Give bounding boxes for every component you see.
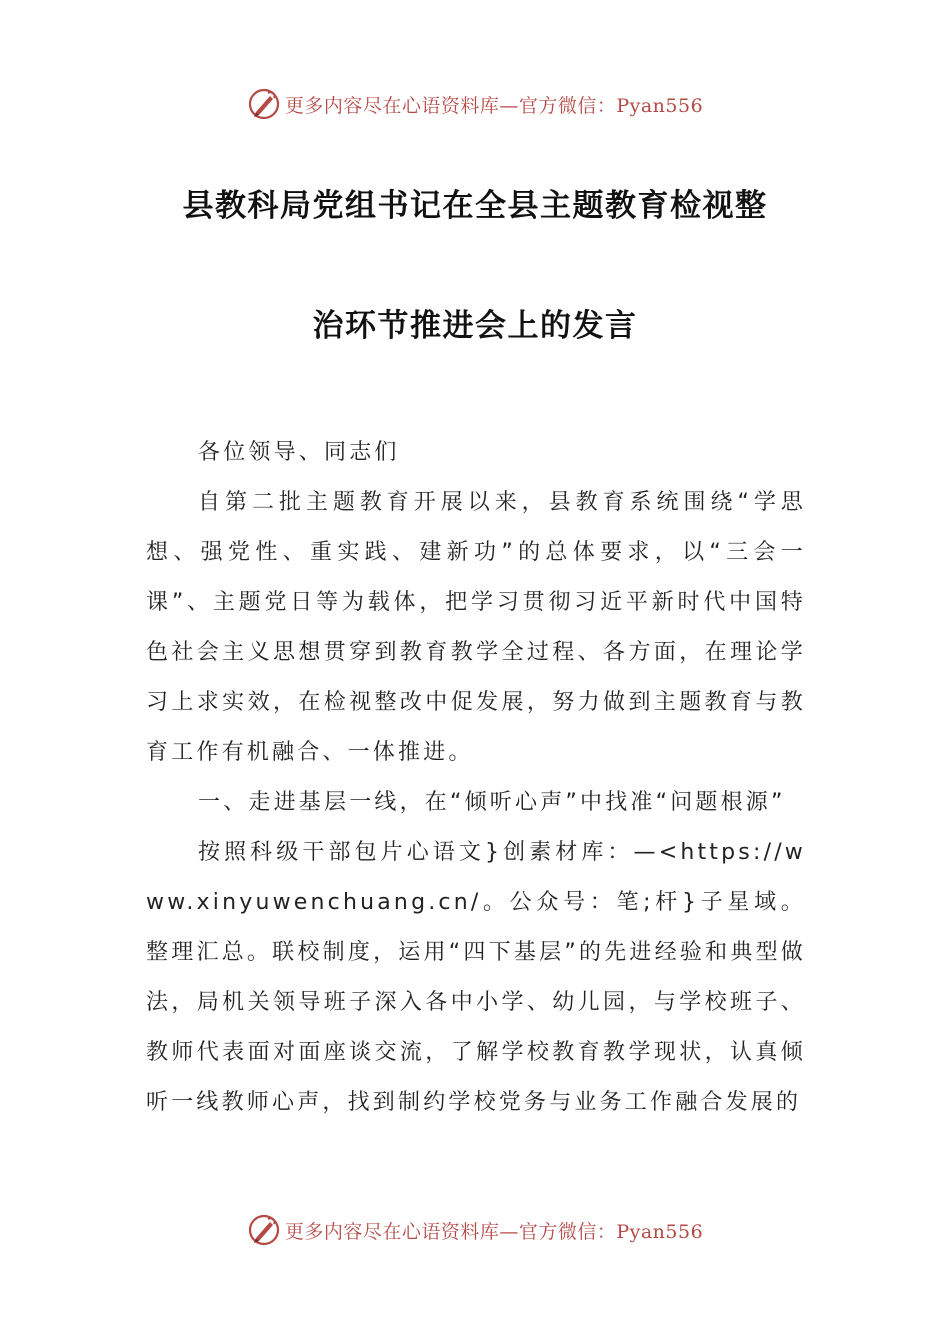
watermark-banner-bottom: [0, 1210, 950, 1250]
document-title-line-2: 治环节推进会上的发言: [312, 308, 638, 344]
watermark-text: 更多内容尽在心语资料库—官方微信：Pyan556: [284, 94, 704, 117]
intro-paragraph: 自第二批主题教育开展以来，县教育系统围绕“学思想、强党性、重实践、建新功”的总体要求，以“三会一课”、主题党日等为载体，把学习贯彻习近平新时代中国特色社会主义思想贯穿到教育教学全过程、各方面，在理论学习上求实效，在检视整改中促发展，努力做到主题教育与教育工作有机融合、一体推进。: [146, 490, 806, 765]
section-heading-1: 一、走进基层一线，在“倾听心声”中找准“问题根源”: [198, 790, 786, 815]
document-title-line-1: 县教科局党组书记在全县主题教育检视整: [182, 188, 768, 224]
document-body: [146, 428, 806, 1128]
section-1-paragraph: 按照科级干部包片心语文}创素材库：—<https://www.xinyuwenchuang.cn/。公众号：笔;杆}子星域。整理汇总。联校制度，运用“四下基层”的先进经验和典型做法，局机关领导班子深入各中小学、幼儿园，与学校班子、教师代表面对面座谈交流，了解学校教育教学现状，认真倾听一线教师心声，找到制约学校党务与业务工作融合发展的: [146, 840, 806, 1115]
watermark-banner-top: [0, 84, 950, 124]
watermark-text: 更多内容尽在心语资料库—官方微信：Pyan556: [284, 1220, 704, 1243]
salutation-paragraph: 各位领导、同志们: [198, 440, 400, 465]
pen-logo-icon: [247, 87, 281, 121]
pen-logo-icon: [247, 1213, 281, 1247]
